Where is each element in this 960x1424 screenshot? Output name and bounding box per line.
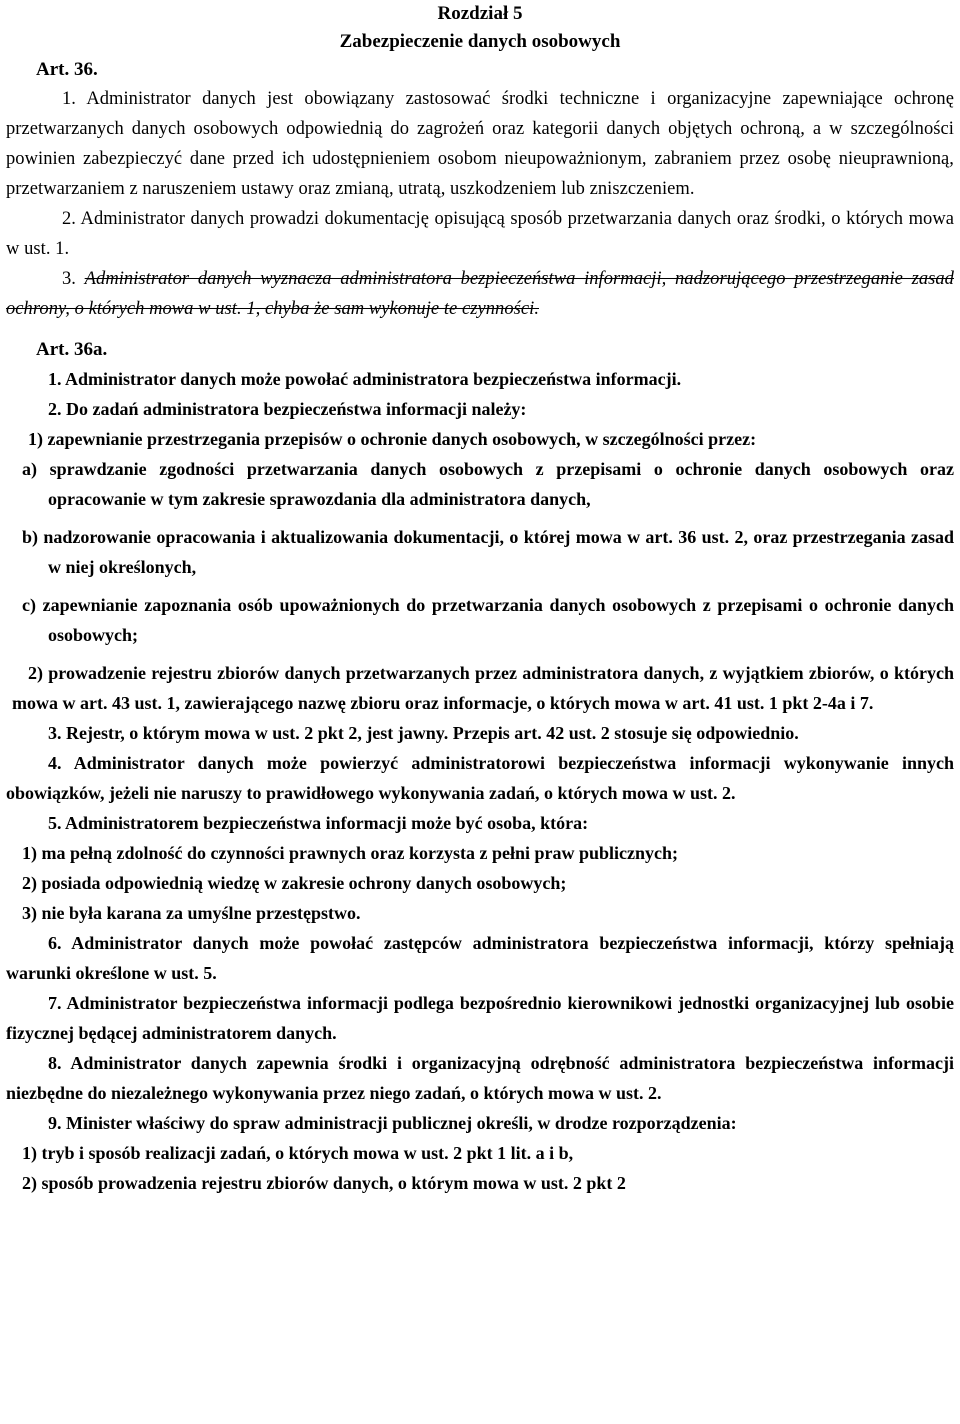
- paragraph-number: 3.: [62, 269, 76, 289]
- article-36a-point-2-2: 2) prowadzenie rejestru zbiorów danych przetwarzanych przez administratora danych, z wyjątkiem zbiorów, o których mowa w art. 43 ust. 1, zawierającego nazwę zbioru oraz informacje, o których mowa w art. 41 ust. 1 pkt 2-4a i 7.: [12, 663, 954, 713]
- article-36a-paragraph-7: 7. Administrator bezpieczeństwa informacji podlega bezpośrednio kierownikowi jednostki organizacyjnej lub osobie fizycznej będącej administratorem danych.: [6, 993, 954, 1043]
- article-36-paragraph-1: [6, 84, 954, 204]
- article-36a-paragraph-4: 4. Administrator danych może powierzyć administratorowi bezpieczeństwa informacji wykonywanie innych obowiązków, jeżeli nie naruszy to prawidłowego wykonywania zadań, o których mowa w ust. 2.: [6, 753, 954, 803]
- article-36a-paragraph-3: 3. Rejestr, o którym mowa w ust. 2 pkt 2, jest jawny. Przepis art. 42 ust. 2 stosuje się odpowiednio.: [48, 723, 799, 743]
- repealed-text: Administrator danych wyznacza administratora bezpieczeństwa informacji, nadzorującego przestrzeganie zasad ochrony, o których mowa w ust. 1, chyba że sam wykonuje te czynności.: [6, 269, 954, 319]
- article-36a-point-2-1: 1) zapewnianie przestrzegania przepisów o ochronie danych osobowych, w szczególności przez:: [28, 429, 757, 449]
- article-36a-point-5-3: 3) nie była karana za umyślne przestępstwo.: [22, 903, 361, 923]
- article-36-paragraph-2: [6, 204, 954, 264]
- paragraph-number: 2.: [62, 209, 76, 229]
- article-36a-point-2-1-c: c) zapewnianie zapoznania osób upoważnionych do przetwarzania danych osobowych z przepisami o ochronie danych osobowych;: [22, 595, 954, 645]
- article-36a-point-2-1-b: b) nadzorowanie opracowania i aktualizowania dokumentacji, o której mowa w art. 36 ust. 2, oraz przestrzegania zasad w niej określonych,: [22, 527, 954, 577]
- article-36a-point-2-1-a: a) sprawdzanie zgodności przetwarzania danych osobowych z przepisami o ochronie danych osobowych oraz opracowanie w tym zakresie sprawozdania dla administratora danych,: [22, 459, 954, 509]
- article-36a-heading: Art. 36a.: [36, 339, 108, 360]
- article-36a-paragraph-8: 8. Administrator danych zapewnia środki i organizacyjną odrębność administratora bezpieczeństwa informacji niezbędne do niezależnego wykonywania przez niego zadań, o których mowa w ust. 2.: [6, 1053, 954, 1103]
- article-36a-point-5-2: 2) posiada odpowiednią wiedzę w zakresie ochrony danych osobowych;: [22, 873, 567, 893]
- article-36a-paragraph-6: 6. Administrator danych może powołać zastępców administratora bezpieczeństwa informacji, którzy spełniają warunki określone w ust. 5.: [6, 933, 954, 983]
- article-36-body: [0, 84, 960, 324]
- article-36a-paragraph-9: 9. Minister właściwy do spraw administracji publicznej określi, w drodze rozporządzenia:: [48, 1113, 737, 1133]
- article-36a-point-9-2: 2) sposób prowadzenia rejestru zbiorów danych, o którym mowa w ust. 2 pkt 2: [22, 1173, 626, 1193]
- article-36a-paragraph-1: 1. Administrator danych może powołać administratora bezpieczeństwa informacji.: [48, 369, 682, 389]
- paragraph-text: Administrator danych prowadzi dokumentację opisującą sposób przetwarzania danych oraz środki, o których mowa w ust. 1.: [6, 209, 954, 259]
- article-36-heading: Art. 36.: [36, 59, 98, 80]
- article-36a-point-9-1: 1) tryb i sposób realizacji zadań, o których mowa w ust. 2 pkt 1 lit. a i b,: [22, 1143, 574, 1163]
- article-36a-paragraph-5: 5. Administratorem bezpieczeństwa informacji może być osoba, która:: [48, 813, 589, 833]
- paragraph-text: Administrator danych jest obowiązany zastosować środki techniczne i organizacyjne zapewniające ochronę przetwarzanych danych osobowych odpowiednią do zagrożeń oraz kategorii danych objętych ochroną, a w szczególności powinien zabezpieczyć dane przed ich udostępnieniem osobom nieupoważnionym, zabraniem przez osobę nieuprawnioną, przetwarzaniem z naruszeniem ustawy oraz zmianą, utratą, uszkodzeniem lub zniszczeniem.: [6, 89, 954, 199]
- chapter-subtitle: Zabezpieczenie danych osobowych: [339, 31, 621, 52]
- article-36-paragraph-3: [6, 264, 954, 324]
- article-36a-body: [0, 364, 960, 1198]
- article-36a-paragraph-2: 2. Do zadań administratora bezpieczeństwa informacji należy:: [48, 399, 527, 419]
- article-36a-point-5-1: 1) ma pełną zdolność do czynności prawnych oraz korzysta z pełni praw publicznych;: [22, 843, 679, 863]
- paragraph-number: 1.: [62, 89, 76, 109]
- chapter-title: Rozdział 5: [437, 3, 523, 24]
